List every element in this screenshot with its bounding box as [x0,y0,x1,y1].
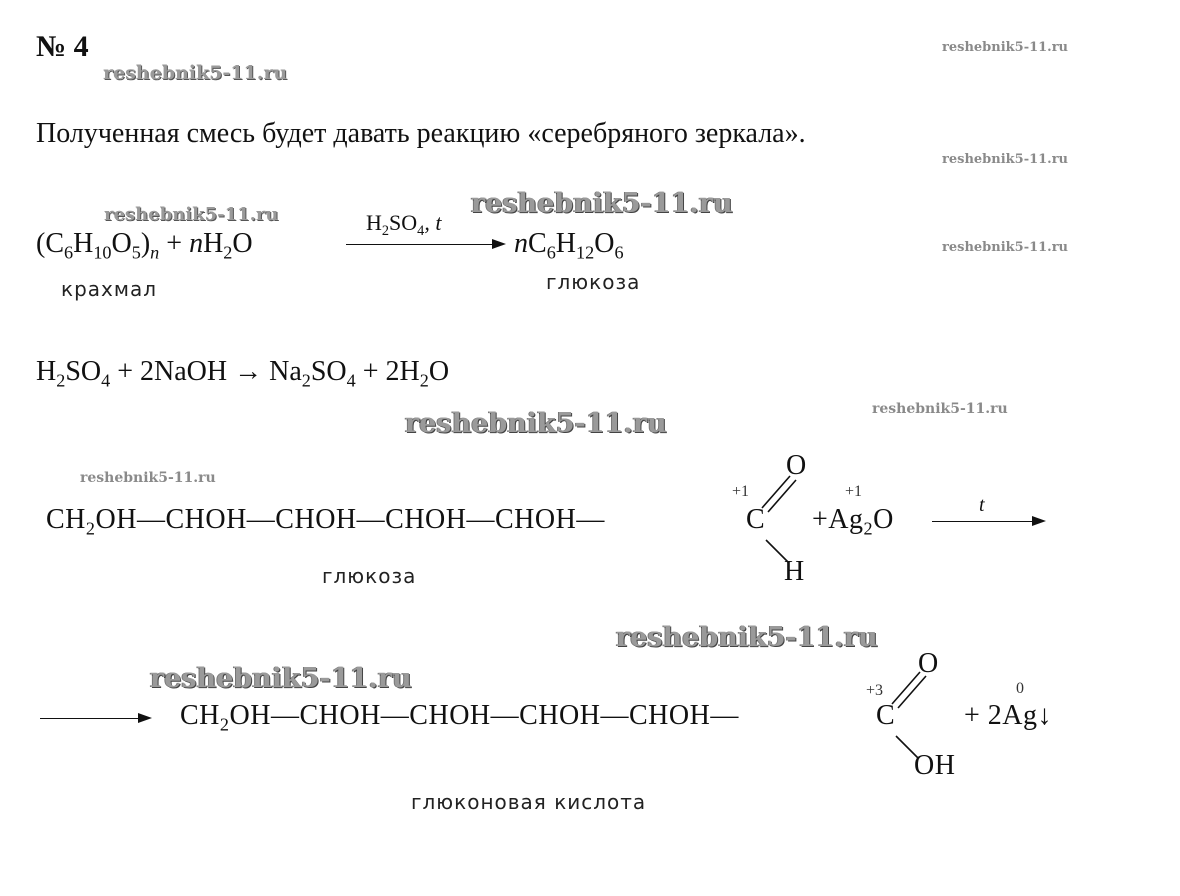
silver-oxidation-state-1: +1 [845,483,863,500]
silver-oxidation-state-2: 0 [1016,680,1024,697]
neutralization-equation: $H_2SO_4$ + 2NaOH → $Na_2SO_4 + 2H_2O$ [36,356,450,391]
watermark-eq1-left: reshebnik5-11.ru [104,204,279,225]
watermark-eq3-left: reshebnik5-11.ru [80,470,216,486]
watermark-eq3-big: reshebnik5-11.ru [405,408,667,439]
aldehyde-ch-bond [766,540,788,562]
silver-oxide: $+Ag_2O$ [812,504,894,539]
gluconic-acid-chain: $CH_2OH—CHOH—CHOH—CHOH—CHOH—$ [180,700,739,735]
starch-formula: $(C_6H_{10}O_5)_n + nH_2O$ [36,228,253,263]
aldehyde-oxygen: O [786,450,807,481]
watermark-top-right: reshebnik5-11.ru [942,40,1069,55]
carbon-oxidation-state-2: +3 [866,682,884,699]
glucose-chain: $CH_2OH—CHOH—CHOH—CHOH—CHOH—$ [46,504,605,539]
carboxyl-coh-bond [896,736,918,758]
watermark-eq2-right: reshebnik5-11.ru [872,401,1008,417]
watermark-eq4-big-left: reshebnik5-11.ru [150,663,412,694]
aldehyde-hydrogen: H [784,556,805,587]
watermark-eq1-right: reshebnik5-11.ru [942,240,1069,255]
silver-product: + 2Ag↓ [964,700,1053,731]
gluconic-acid-label: глюконовая кислота [411,790,647,814]
carboxyl-carbon: C [876,700,896,731]
glucose-label-1: глюкоза [546,270,641,294]
glucose-label-2: глюкоза [322,564,417,588]
carbon-oxidation-state-1: +1 [732,483,750,500]
answer-paragraph: Полученная смесь будет давать реакцию «серебряного зеркала». [36,118,806,149]
carboxyl-hydroxyl: OH [914,750,956,781]
watermark-title: reshebnik5-11.ru [103,62,288,84]
carboxyl-oxygen: O [918,648,939,679]
glucose-formula: $nC_6H_{12}O_6$ [514,228,624,263]
hydrolysis-condition: $H_2SO_4$, t [366,210,442,239]
heat-condition: t [979,494,985,516]
aldehyde-carbon: C [746,504,766,535]
starch-label: крахмал [61,277,157,301]
watermark-para: reshebnik5-11.ru [942,152,1069,167]
watermark-eq4-big-right: reshebnik5-11.ru [616,622,878,653]
task-number: № 4 [36,30,89,63]
watermark-eq1-big: reshebnik5-11.ru [471,188,733,219]
